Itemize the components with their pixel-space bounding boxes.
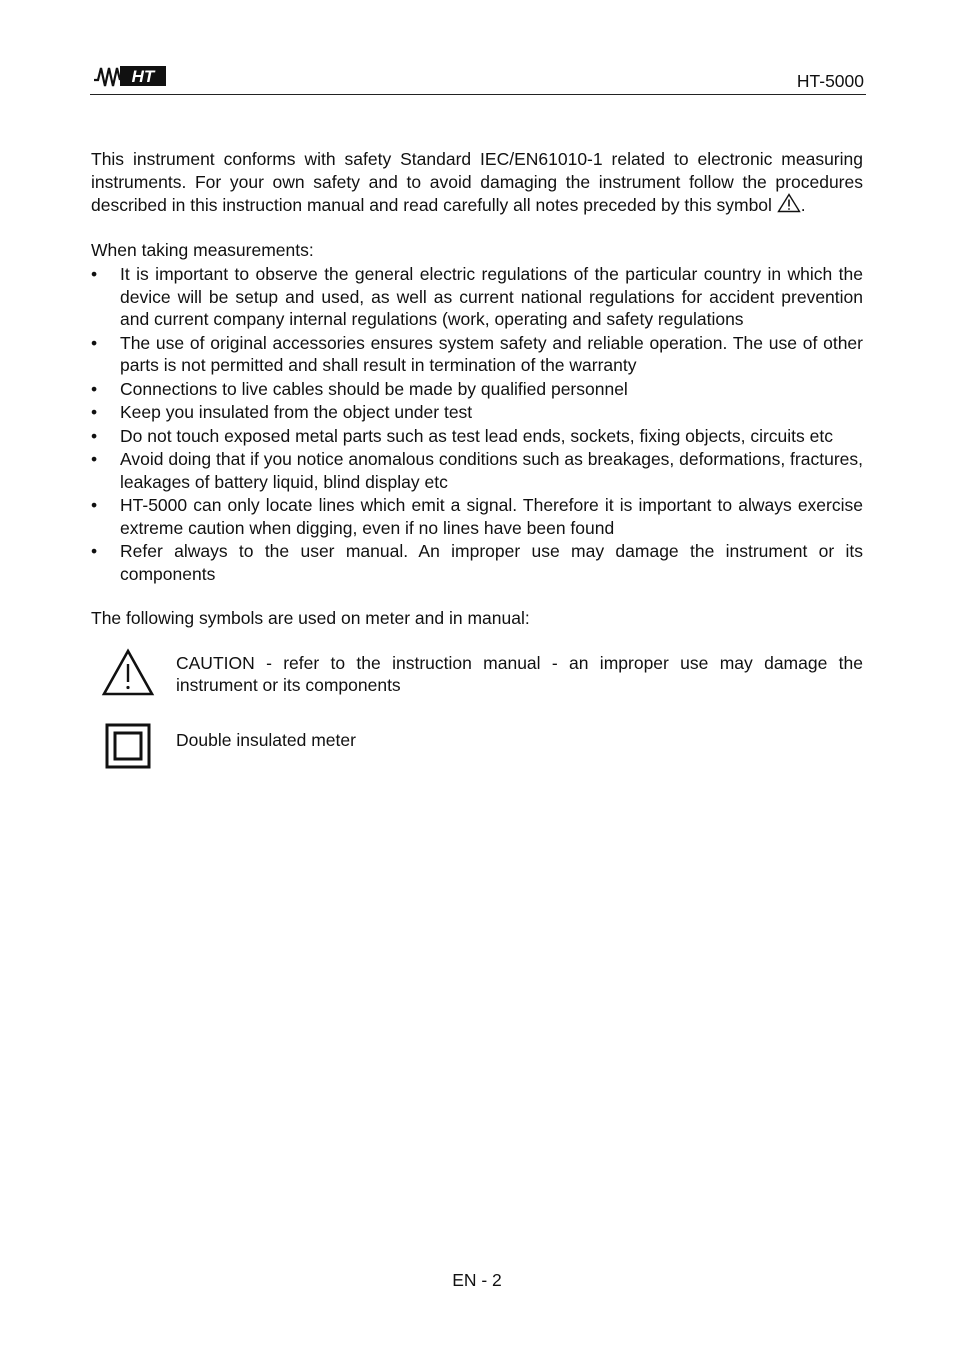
- warning-triangle-icon: [101, 648, 155, 698]
- model-name: HT-5000: [796, 71, 864, 91]
- list-item: • Connections to live cables should be made by qualified personnel: [91, 378, 863, 401]
- symbol-double-insulation-text: Double insulated meter: [176, 729, 356, 750]
- safety-list: [91, 263, 863, 585]
- logo-text: HT: [131, 67, 155, 86]
- list-item: • Refer always to the user manual. An improper use may damage the instrument or its components: [91, 540, 863, 585]
- double-insulation-icon: [105, 723, 151, 769]
- page-number: EN - 2: [452, 1270, 502, 1290]
- list-item: • Do not touch exposed metal parts such as test lead ends, sockets, fixing objects, circuits etc: [91, 425, 863, 448]
- intro-paragraph: [91, 148, 863, 217]
- measurements-intro: When taking measurements:: [91, 239, 314, 260]
- symbol-caution-text: CAUTION - refer to the instruction manual - an improper use may damage the instrument or its components: [176, 652, 863, 695]
- symbols-intro: The following symbols are used on meter and in manual:: [91, 608, 530, 628]
- list-item: • Avoid doing that if you notice anomalous conditions such as breakages, deformations, fractures, leakages of battery liquid, blind display etc: [91, 448, 863, 493]
- page-header: [90, 60, 866, 95]
- list-item: • Keep you insulated from the object under test: [91, 401, 863, 424]
- warning-triangle-icon: [777, 193, 801, 213]
- list-item: • The use of original accessories ensures system safety and reliable operation. The use of other parts is not permitted and shall result in termination of the warranty: [91, 332, 863, 377]
- symbol-row-caution: [91, 652, 863, 710]
- list-item: • It is important to observe the general electric regulations of the particular country in which the device will be setup and used, as well as current national regulations for accident prevention and current company internal regulations (work, operating and safety regulations: [91, 263, 863, 331]
- symbols-list: [91, 652, 863, 777]
- intro-text: This instrument conforms with safety Standard IEC/EN61010-1 related to electronic measuring instruments. For your own safety and to avoid damaging the instrument follow the procedures described in this instruction manual and read carefully all notes preceded by this symbol: [91, 149, 863, 215]
- list-item: • HT-5000 can only locate lines which emit a signal. Therefore it is important to always exercise extreme caution when digging, even if no lines have been found: [91, 494, 863, 539]
- symbol-row-double-insulation: [91, 717, 863, 777]
- intro-end: .: [800, 195, 806, 215]
- main-content: [91, 148, 863, 777]
- ht-logo-icon: [92, 62, 172, 90]
